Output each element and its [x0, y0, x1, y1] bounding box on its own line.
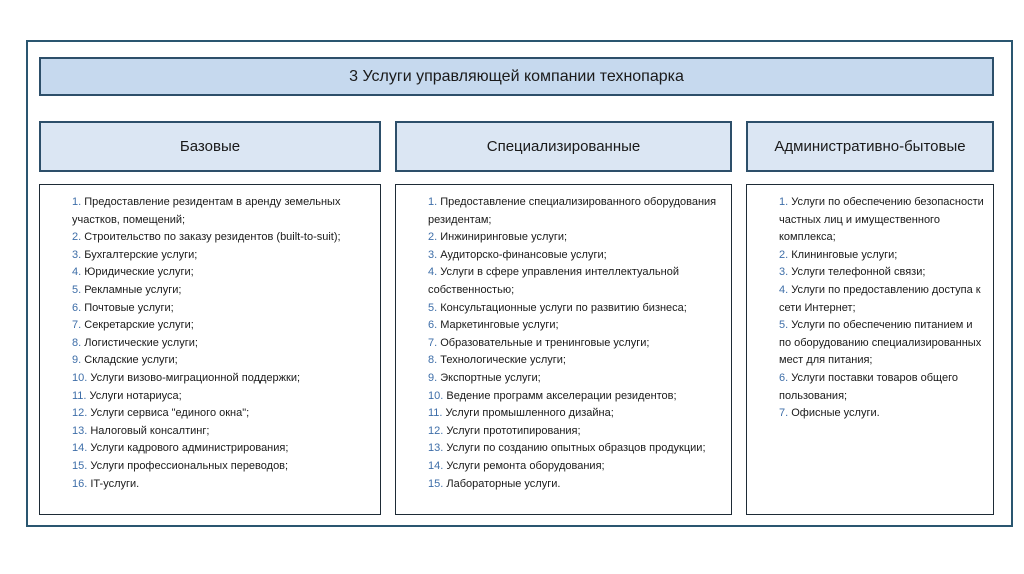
list-item — [58, 370, 374, 388]
item-number: 2. — [72, 231, 82, 244]
item-number: 12. — [428, 424, 444, 437]
list-item — [414, 458, 725, 476]
list-item — [58, 352, 374, 370]
item-number: 5. — [428, 301, 438, 314]
list-item — [765, 370, 987, 405]
list-item — [765, 194, 987, 247]
item-number: 15. — [428, 477, 444, 490]
item-text: Услуги визово-миграционной поддержки; — [90, 371, 301, 384]
item-text: Услуги профессиональных переводов; — [90, 459, 289, 472]
column-header-administrative: Административно-бытовые — [746, 121, 994, 172]
list-item — [765, 405, 987, 423]
list-item — [765, 264, 987, 282]
item-number: 16. — [72, 477, 88, 490]
list-item — [414, 405, 725, 423]
item-text: Лабораторные услуги. — [446, 477, 561, 490]
item-number: 7. — [72, 319, 82, 332]
item-text: Маркетинговые услуги; — [440, 319, 559, 332]
list-item — [414, 264, 725, 299]
item-text: Складские услуги; — [84, 354, 178, 367]
item-number: 9. — [72, 354, 82, 367]
list-item — [58, 194, 374, 229]
list-item — [58, 405, 374, 423]
item-number: 4. — [779, 283, 789, 296]
item-number: 3. — [779, 266, 789, 279]
item-number: 15. — [72, 459, 88, 472]
list-item — [414, 335, 725, 353]
item-text: Образовательные и тренинговые услуги; — [440, 336, 650, 349]
list-item — [58, 423, 374, 441]
item-number: 6. — [779, 371, 789, 384]
list-item — [58, 317, 374, 335]
administrative-services-list — [746, 184, 994, 515]
item-text: Секретарские услуги; — [84, 319, 194, 332]
item-number: 11. — [428, 407, 443, 420]
item-number: 2. — [428, 231, 438, 244]
item-text: Экспортные услуги; — [440, 371, 541, 384]
item-number: 13. — [428, 442, 444, 455]
item-number: 4. — [428, 266, 438, 279]
item-number: 1. — [779, 196, 789, 208]
item-text: Услуги кадрового администрирования; — [90, 442, 289, 455]
list-item — [414, 300, 725, 318]
item-number: 7. — [779, 407, 789, 420]
list-item — [58, 229, 374, 247]
list-item — [414, 423, 725, 441]
item-text: Услуги по обеспечению питанием и по оборудованию специализированных мест для питания; — [779, 319, 982, 367]
item-text: Инжиниринговые услуги; — [440, 231, 568, 244]
item-text: Технологические услуги; — [440, 354, 566, 367]
item-text: Услуги ремонта оборудования; — [446, 459, 605, 472]
list-item — [58, 440, 374, 458]
basic-services-list — [39, 184, 381, 515]
item-text: Услуги поставки товаров общего пользования; — [779, 371, 958, 402]
list-item — [414, 440, 725, 458]
item-number: 14. — [72, 442, 88, 455]
list-item — [414, 229, 725, 247]
list-item — [765, 317, 987, 370]
column-header-specialized: Специализированные — [395, 121, 732, 172]
list-item — [765, 247, 987, 265]
item-number: 6. — [428, 319, 438, 332]
list-item — [58, 335, 374, 353]
item-number: 1. — [428, 196, 438, 208]
item-number: 14. — [428, 459, 444, 472]
item-text: Логистические услуги; — [84, 336, 198, 349]
item-number: 8. — [428, 354, 438, 367]
item-number: 10. — [72, 371, 88, 384]
item-number: 1. — [72, 196, 82, 208]
item-text: Предоставление резидентам в аренду земельных участков, помещений; — [72, 196, 341, 226]
item-text: Ведение программ акселерации резидентов; — [446, 389, 677, 402]
item-text: Юридические услуги; — [84, 266, 194, 279]
item-number: 10. — [428, 389, 444, 402]
list-item — [414, 247, 725, 265]
item-number: 3. — [72, 248, 82, 261]
list-item — [414, 388, 725, 406]
item-text: Бухгалтерские услуги; — [84, 248, 198, 261]
item-number: 2. — [779, 248, 789, 261]
item-text: Клининговые услуги; — [791, 248, 898, 261]
item-number: 5. — [779, 319, 789, 332]
item-text: Рекламные услуги; — [84, 283, 182, 296]
list-item — [414, 476, 725, 494]
list-item — [414, 370, 725, 388]
item-text: Строительство по заказу резидентов (built-to-suit); — [84, 231, 341, 244]
item-number: 4. — [72, 266, 82, 279]
diagram-title: 3 Услуги управляющей компании технопарка — [39, 57, 994, 96]
list-item — [58, 476, 374, 494]
list-item — [414, 194, 725, 229]
item-text: Услуги по предоставлению доступа к сети Интернет; — [779, 283, 981, 314]
list-item — [58, 282, 374, 300]
item-text: Услуги нотариуса; — [89, 389, 182, 402]
item-text: Аудиторско-финансовые услуги; — [440, 248, 607, 261]
item-number: 3. — [428, 248, 438, 261]
item-text: Услуги промышленного дизайна; — [445, 407, 614, 420]
item-text: Предоставление специализированного оборудования резидентам; — [428, 196, 717, 226]
column-header-basic: Базовые — [39, 121, 381, 172]
item-number: 12. — [72, 407, 88, 420]
item-number: 6. — [72, 301, 82, 314]
item-text: Офисные услуги. — [791, 407, 880, 420]
list-item — [58, 458, 374, 476]
item-text: IT-услуги. — [90, 477, 140, 490]
list-item — [58, 264, 374, 282]
item-text: Услуги по созданию опытных образцов продукции; — [446, 442, 706, 455]
item-number: 8. — [72, 336, 82, 349]
item-number: 13. — [72, 424, 88, 437]
item-text: Услуги в сфере управления интеллектуальной собственностью; — [428, 266, 679, 296]
list-item — [414, 352, 725, 370]
item-text: Услуги сервиса "единого окна"; — [90, 407, 250, 420]
list-item — [414, 317, 725, 335]
item-number: 7. — [428, 336, 438, 349]
specialized-services-list — [395, 184, 732, 515]
item-number: 9. — [428, 371, 438, 384]
item-text: Услуги по обеспечению безопасности частных лиц и имущественного комплекса; — [779, 196, 984, 244]
list-item — [58, 247, 374, 265]
list-item — [765, 282, 987, 317]
item-number: 11. — [72, 389, 87, 402]
item-text: Почтовые услуги; — [84, 301, 174, 314]
item-text: Услуги прототипирования; — [446, 424, 581, 437]
list-item — [58, 300, 374, 318]
list-item — [58, 388, 374, 406]
item-text: Консультационные услуги по развитию бизнеса; — [440, 301, 687, 314]
item-text: Налоговый консалтинг; — [90, 424, 210, 437]
item-number: 5. — [72, 283, 82, 296]
item-text: Услуги телефонной связи; — [791, 266, 926, 279]
